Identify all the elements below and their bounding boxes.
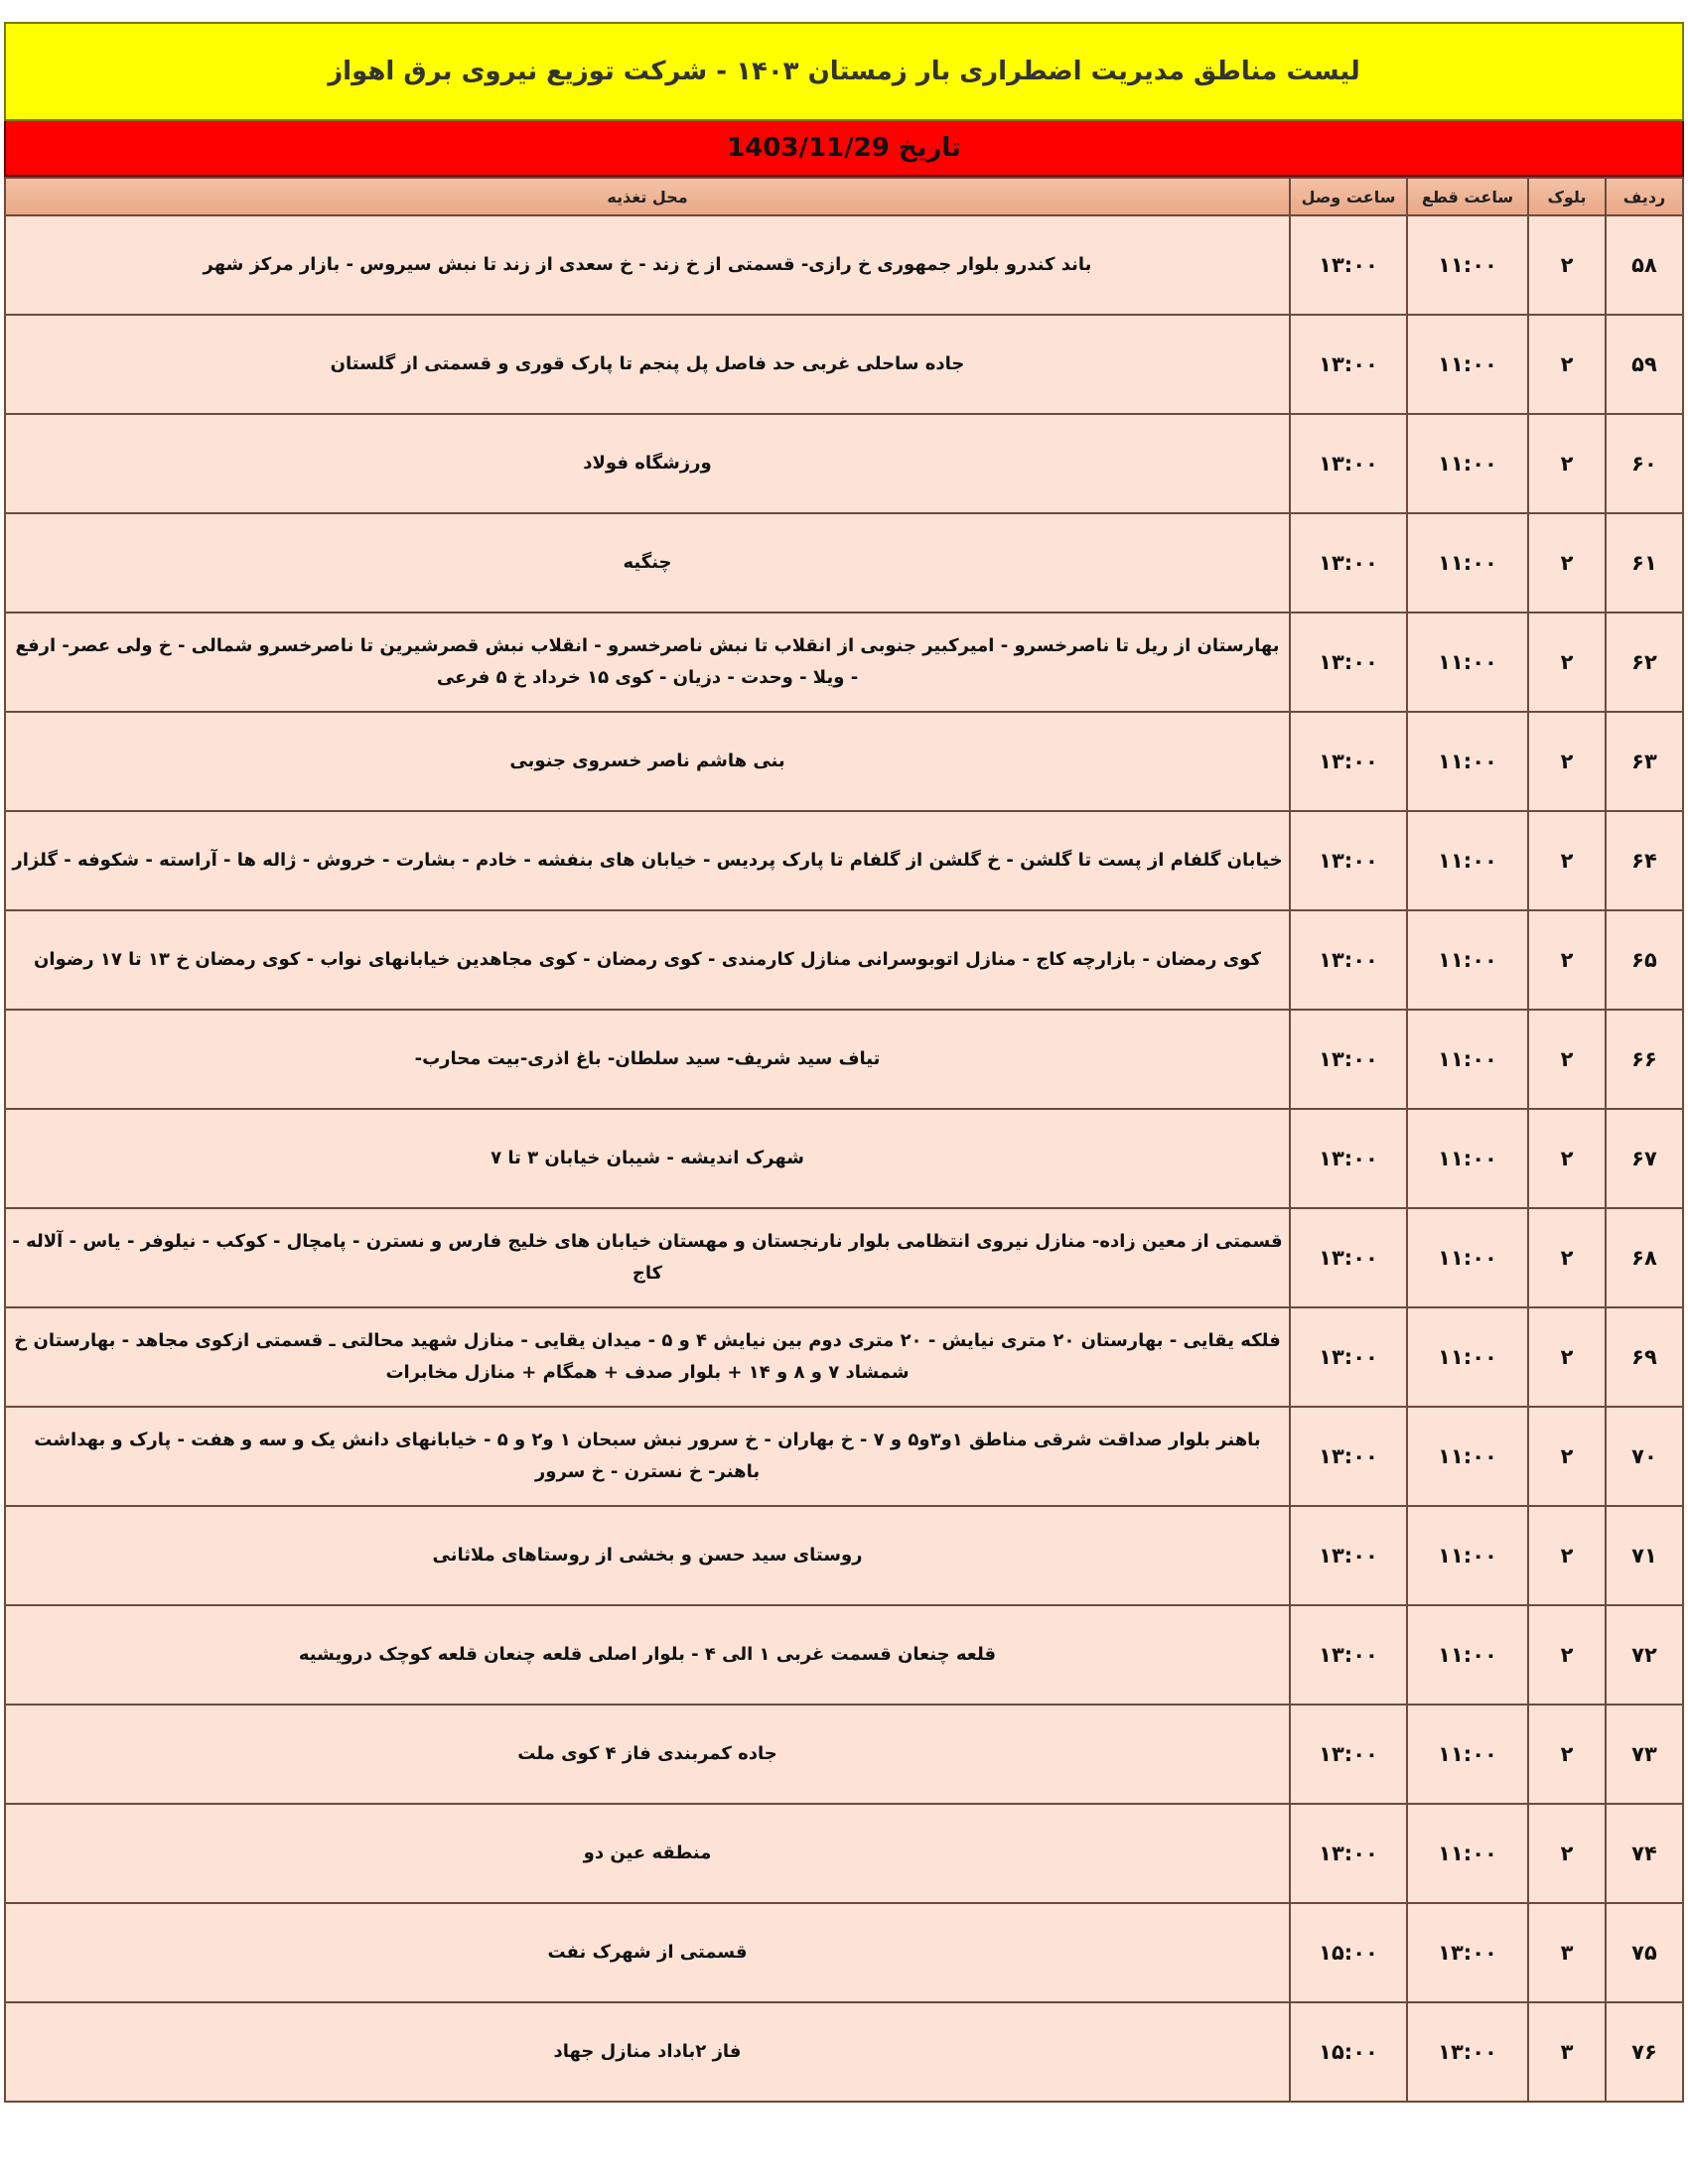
table-row <box>5 414 1683 513</box>
cell-cut-time: ۱۱:۰۰ <box>1407 1010 1528 1109</box>
cell-location: جاده ساحلی غربی حد فاصل پل پنجم تا پارک قوری و قسمتی از گلستان <box>5 315 1290 414</box>
cell-cut-time: ۱۱:۰۰ <box>1407 1407 1528 1506</box>
table-row <box>5 1307 1683 1407</box>
cell-row-number: ۶۰ <box>1606 414 1683 513</box>
cell-location: منطقه عین دو <box>5 1804 1290 1903</box>
cell-location: بنی هاشم ناصر خسروی جنوبی <box>5 712 1290 811</box>
cell-cut-time: ۱۱:۰۰ <box>1407 1506 1528 1605</box>
cell-block: ۲ <box>1528 613 1606 712</box>
cell-location: چنگیه <box>5 513 1290 613</box>
cell-location: فلکه یقایی - بهارستان ۲۰ متری نیایش - ۲۰ متری دوم بین نیایش ۴ و ۵ - میدان یقایی - منازل شهید محالتی ـ قسمتی ازکوی مجاهد - بهارستان خ شمشاد ۷ و ۸ و ۱۴ + بلوار صدف + همگام + منازل مخابرات <box>5 1307 1290 1407</box>
header-block: بلوک <box>1528 178 1606 215</box>
header-row-number: ردیف <box>1606 178 1683 215</box>
cell-block: ۲ <box>1528 513 1606 613</box>
cell-connect-time: ۱۳:۰۰ <box>1290 1605 1407 1705</box>
cell-connect-time: ۱۳:۰۰ <box>1290 513 1407 613</box>
cell-row-number: ۶۶ <box>1606 1010 1683 1109</box>
table-row <box>5 1407 1683 1506</box>
cell-row-number: ۶۸ <box>1606 1208 1683 1307</box>
cell-block: ۳ <box>1528 2002 1606 2102</box>
outage-schedule-sheet <box>4 22 1684 2103</box>
cell-connect-time: ۱۵:۰۰ <box>1290 2002 1407 2102</box>
table-row <box>5 2002 1683 2102</box>
cell-block: ۲ <box>1528 1109 1606 1208</box>
table-row <box>5 1705 1683 1804</box>
cell-row-number: ۷۵ <box>1606 1903 1683 2002</box>
cell-connect-time: ۱۳:۰۰ <box>1290 811 1407 910</box>
cell-block: ۲ <box>1528 811 1606 910</box>
table-row <box>5 910 1683 1010</box>
cell-connect-time: ۱۳:۰۰ <box>1290 1208 1407 1307</box>
cell-location: ورزشگاه فولاد <box>5 414 1290 513</box>
cell-location: قسمتی از شهرک نفت <box>5 1903 1290 2002</box>
cell-connect-time: ۱۳:۰۰ <box>1290 1804 1407 1903</box>
table-body <box>5 215 1683 2102</box>
cell-cut-time: ۱۱:۰۰ <box>1407 1307 1528 1407</box>
cell-location: کوی رمضان - بازارچه کاج - منازل اتوبوسرانی منازل کارمندی - کوی رمضان - کوی مجاهدین خیابانهای نواب - کوی رمضان خ ۱۳ تا ۱۷ رضوان <box>5 910 1290 1010</box>
cell-block: ۲ <box>1528 1208 1606 1307</box>
table-row <box>5 315 1683 414</box>
cell-block: ۲ <box>1528 1407 1606 1506</box>
cell-row-number: ۶۹ <box>1606 1307 1683 1407</box>
cell-cut-time: ۱۱:۰۰ <box>1407 712 1528 811</box>
cell-connect-time: ۱۳:۰۰ <box>1290 1705 1407 1804</box>
cell-row-number: ۶۳ <box>1606 712 1683 811</box>
cell-location: قسمتی از معین زاده- منازل نیروی انتظامی بلوار نارنجستان و مهستان خیابان های خلیج فارس و نسترن - پامچال - کوکب - نیلوفر - یاس - آلاله - کاج <box>5 1208 1290 1307</box>
cell-row-number: ۶۲ <box>1606 613 1683 712</box>
cell-location: خیابان گلفام از پست تا گلشن - خ گلشن از گلفام تا پارک پردیس - خیابان های بنفشه - خادم - بشارت - خروش - ژاله ها - آراسته - شکوفه - گلزار <box>5 811 1290 910</box>
cell-location: فاز ۲باداد منازل جهاد <box>5 2002 1290 2102</box>
cell-block: ۲ <box>1528 910 1606 1010</box>
cell-location: باهنر بلوار صداقت شرقی مناطق ۱و۳و۵ و ۷ - خ بهاران - خ سرور نبش سبحان ۱ و۲ و ۵ - خیابانهای دانش یک و سه و هفت - پارک و بهداشت باهنر- خ نسترن - خ سرور <box>5 1407 1290 1506</box>
table-row <box>5 1506 1683 1605</box>
cell-connect-time: ۱۳:۰۰ <box>1290 613 1407 712</box>
cell-connect-time: ۱۳:۰۰ <box>1290 712 1407 811</box>
table-row <box>5 1208 1683 1307</box>
cell-connect-time: ۱۳:۰۰ <box>1290 414 1407 513</box>
cell-cut-time: ۱۱:۰۰ <box>1407 513 1528 613</box>
cell-block: ۲ <box>1528 215 1606 315</box>
cell-row-number: ۷۶ <box>1606 2002 1683 2102</box>
cell-cut-time: ۱۱:۰۰ <box>1407 613 1528 712</box>
table-row <box>5 712 1683 811</box>
outage-table <box>4 177 1684 2103</box>
cell-connect-time: ۱۳:۰۰ <box>1290 1407 1407 1506</box>
cell-block: ۲ <box>1528 1605 1606 1705</box>
cell-cut-time: ۱۱:۰۰ <box>1407 1208 1528 1307</box>
cell-location: بهارستان از ریل تا ناصرخسرو - امیرکبیر جنوبی از انقلاب تا نبش ناصرخسرو - انقلاب نبش قصرشیرین تا ناصرخسرو شمالی - خ ولی عصر- ارفع - ویلا - وحدت - دزیان - کوی ۱۵ خرداد خ ۵ فرعی <box>5 613 1290 712</box>
cell-location: شهرک اندیشه - شیبان خیابان ۳ تا ۷ <box>5 1109 1290 1208</box>
cell-cut-time: ۱۱:۰۰ <box>1407 910 1528 1010</box>
cell-block: ۲ <box>1528 1804 1606 1903</box>
date-banner <box>4 121 1684 177</box>
table-row <box>5 1605 1683 1705</box>
cell-row-number: ۶۱ <box>1606 513 1683 613</box>
title-banner <box>4 22 1684 121</box>
header-connect-time: ساعت وصل <box>1290 178 1407 215</box>
cell-connect-time: ۱۳:۰۰ <box>1290 1010 1407 1109</box>
cell-cut-time: ۱۱:۰۰ <box>1407 315 1528 414</box>
cell-connect-time: ۱۳:۰۰ <box>1290 1506 1407 1605</box>
cell-connect-time: ۱۳:۰۰ <box>1290 1307 1407 1407</box>
cell-block: ۲ <box>1528 712 1606 811</box>
cell-cut-time: ۱۳:۰۰ <box>1407 1903 1528 2002</box>
cell-block: ۲ <box>1528 1705 1606 1804</box>
cell-connect-time: ۱۵:۰۰ <box>1290 1903 1407 2002</box>
cell-cut-time: ۱۱:۰۰ <box>1407 414 1528 513</box>
cell-row-number: ۶۵ <box>1606 910 1683 1010</box>
cell-row-number: ۷۲ <box>1606 1605 1683 1705</box>
cell-block: ۲ <box>1528 1506 1606 1605</box>
table-row <box>5 215 1683 315</box>
table-row <box>5 613 1683 712</box>
cell-block: ۲ <box>1528 1307 1606 1407</box>
cell-block: ۳ <box>1528 1903 1606 2002</box>
cell-location: تیاف سید شریف- سید سلطان- باغ اذری-بیت محارب- <box>5 1010 1290 1109</box>
cell-connect-time: ۱۳:۰۰ <box>1290 215 1407 315</box>
cell-location: روستای سید حسن و بخشی از روستاهای ملاثانی <box>5 1506 1290 1605</box>
cell-connect-time: ۱۳:۰۰ <box>1290 315 1407 414</box>
cell-cut-time: ۱۱:۰۰ <box>1407 1804 1528 1903</box>
header-cut-time: ساعت قطع <box>1407 178 1528 215</box>
cell-location: باند کندرو بلوار جمهوری خ رازی- قسمتی از خ زند - خ سعدی از زند تا نبش سیروس - بازار مرکز شهر <box>5 215 1290 315</box>
cell-location: قلعه چنعان قسمت غربی ۱ الی ۴ - بلوار اصلی قلعه چنعان قلعه کوچک درویشیه <box>5 1605 1290 1705</box>
cell-cut-time: ۱۱:۰۰ <box>1407 1109 1528 1208</box>
cell-location: جاده کمربندی فاز ۴ کوی ملت <box>5 1705 1290 1804</box>
cell-connect-time: ۱۳:۰۰ <box>1290 1109 1407 1208</box>
cell-row-number: ۷۴ <box>1606 1804 1683 1903</box>
cell-block: ۲ <box>1528 414 1606 513</box>
cell-connect-time: ۱۳:۰۰ <box>1290 910 1407 1010</box>
table-header-row <box>5 178 1683 215</box>
cell-cut-time: ۱۱:۰۰ <box>1407 1705 1528 1804</box>
table-row <box>5 1109 1683 1208</box>
table-row <box>5 1804 1683 1903</box>
cell-row-number: ۷۳ <box>1606 1705 1683 1804</box>
cell-block: ۲ <box>1528 315 1606 414</box>
header-location: محل تغذیه <box>5 178 1290 215</box>
cell-row-number: ۵۹ <box>1606 315 1683 414</box>
table-row <box>5 811 1683 910</box>
cell-cut-time: ۱۳:۰۰ <box>1407 2002 1528 2102</box>
cell-row-number: ۶۷ <box>1606 1109 1683 1208</box>
table-row <box>5 513 1683 613</box>
cell-cut-time: ۱۱:۰۰ <box>1407 215 1528 315</box>
cell-cut-time: ۱۱:۰۰ <box>1407 1605 1528 1705</box>
cell-row-number: ۵۸ <box>1606 215 1683 315</box>
cell-row-number: ۷۰ <box>1606 1407 1683 1506</box>
cell-cut-time: ۱۱:۰۰ <box>1407 811 1528 910</box>
schedule-date: تاریخ 1403/11/29 <box>727 133 961 163</box>
document-title: لیست مناطق مدیریت اضطراری بار زمستان ۱۴۰۳ - شرکت توزیع نیروی برق اهواز <box>328 57 1360 86</box>
cell-block: ۲ <box>1528 1010 1606 1109</box>
cell-row-number: ۷۱ <box>1606 1506 1683 1605</box>
cell-row-number: ۶۴ <box>1606 811 1683 910</box>
table-row <box>5 1010 1683 1109</box>
table-row <box>5 1903 1683 2002</box>
